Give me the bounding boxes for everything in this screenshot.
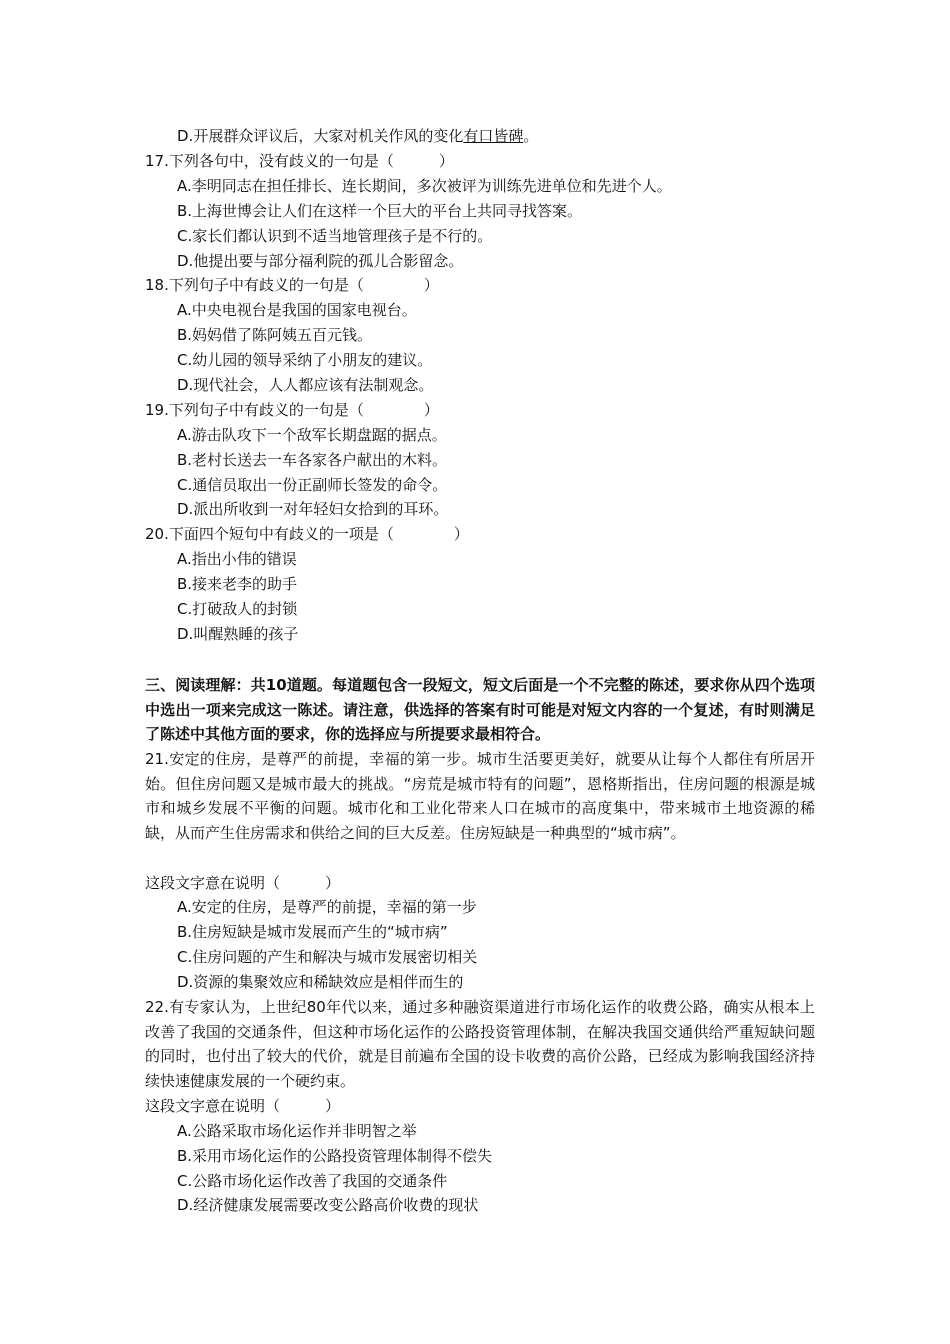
q21-prompt: 这段文字意在说明（ ） [145, 874, 341, 892]
q16-option-d-text: D.开展群众评议后，大家对机关作风的变化 [177, 127, 464, 145]
q22-passage: 22.有专家认为，上世纪80年代以来，通过多种融资渠道进行市场化运作的收费公路，确实从根本上改善了我国的交通条件，但这种市场化运作的公路投资管理体制，在解决我国交通供给严重短缺问题的同时，也付出了较大的代价，就是目前遍布全国的设卡收费的高价公路，已经成为影响我国经济持续快速健康发展的一个硬约束。 [145, 998, 815, 1090]
q22-option-d: D.经济健康发展需要改变公路高价收费的现状 [177, 1196, 479, 1214]
q17-option-b: B.上海世博会让人们在这样一个巨大的平台上共同寻找答案。 [177, 202, 583, 220]
q17-option-c: C.家长们都认识到不适当地管理孩子是不行的。 [177, 227, 493, 245]
q18-option-d: D.现代社会，人人都应该有法制观念。 [177, 376, 434, 394]
q20-stem: 20.下面四个短句中有歧义的一项是（ ） [145, 525, 469, 543]
section3-heading: 三、阅读理解：共10道题。每道题包含一段短文，短文后面是一个不完整的陈述，要求你从四个选项中选出一项来完成这一陈述。请注意，供选择的答案有时可能是对短文内容的一个复述，有时则满足了陈述中其他方面的要求，你的选择应与所提要求最相符合。 [145, 676, 815, 744]
q19-option-a: A.游击队攻下一个敌军长期盘踞的据点。 [177, 426, 447, 444]
q19-option-d: D.派出所收到一对年轻妇女拾到的耳环。 [177, 500, 449, 518]
q21-option-d: D.资源的集聚效应和稀缺效应是相伴而生的 [177, 973, 464, 991]
q22-option-a: A.公路采取市场化运作并非明智之举 [177, 1122, 417, 1140]
q21-passage: 21.安定的住房，是尊严的前提，幸福的第一步。城市生活要更美好，就要从让每个人都住有所居开始。但住房问题又是城市最大的挑战。“房荒是城市特有的问题”，恩格斯指出，住房问题的根源是城市和城乡发展不平衡的问题。城市化和工业化带来人口在城市的高度集中，带来城市土地资源的稀缺，从而产生住房需求和供给之间的巨大反差。住房短缺是一种典型的“城市病”。 [145, 750, 815, 842]
q19-option-c: C.通信员取出一份正副师长签发的命令。 [177, 476, 448, 494]
q19-option-b: B.老村长送去一车各家各户献出的木料。 [177, 451, 448, 469]
q18-stem: 18.下列句子中有歧义的一句是（ ） [145, 276, 439, 294]
q20-option-d: D.叫醒熟睡的孩子 [177, 625, 299, 643]
q17-stem: 17.下列各句中，没有歧义的一句是（ ） [145, 152, 454, 170]
q22-option-b: B.采用市场化运作的公路投资管理体制得不偿失 [177, 1147, 493, 1165]
q18-option-c: C.幼儿园的领导采纳了小朋友的建议。 [177, 351, 433, 369]
q22-prompt: 这段文字意在说明（ ） [145, 1097, 341, 1115]
q19-stem: 19.下列句子中有歧义的一句是（ ） [145, 401, 439, 419]
q22-option-c: C.公路市场化运作改善了我国的交通条件 [177, 1172, 448, 1190]
q20-option-c: C.打破敌人的封锁 [177, 600, 298, 618]
q21-option-c: C.住房问题的产生和解决与城市发展密切相关 [177, 948, 478, 966]
q16-option-d-end: 。 [523, 127, 539, 145]
q17-option-d: D.他提出要与部分福利院的孤儿合影留念。 [177, 252, 464, 270]
q18-option-b: B.妈妈借了陈阿姨五百元钱。 [177, 326, 373, 344]
q20-option-a: A.指出小伟的错误 [177, 550, 297, 568]
q16-underlined-idiom: 有口皆碑 [463, 127, 524, 145]
q18-option-a: A.中央电视台是我国的国家电视台。 [177, 301, 417, 319]
q21-option-b: B.住房短缺是城市发展而产生的“城市病” [177, 923, 448, 941]
q20-option-b: B.接来老李的助手 [177, 575, 298, 593]
q17-option-a: A.李明同志在担任排长、连长期间，多次被评为训练先进单位和先进个人。 [177, 177, 672, 195]
q21-option-a: A.安定的住房，是尊严的前提，幸福的第一步 [177, 898, 477, 916]
q16-option-d [177, 125, 538, 147]
